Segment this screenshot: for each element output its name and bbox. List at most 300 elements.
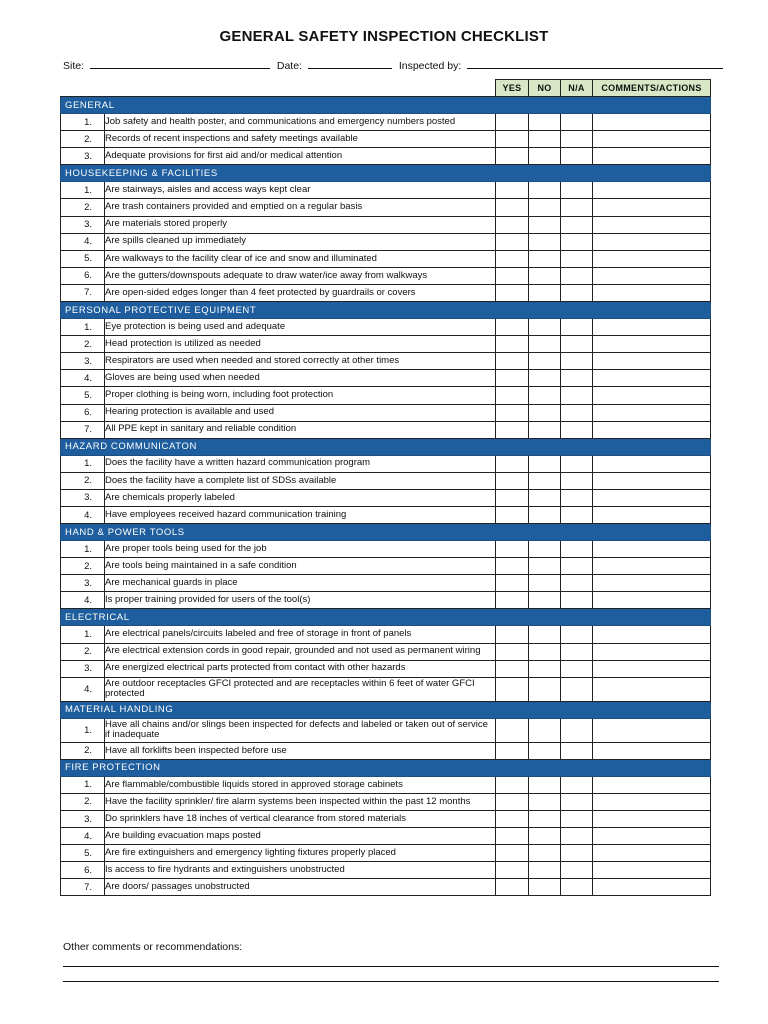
na-cell[interactable] [561, 114, 593, 131]
item-text: Have the facility sprinkler/ fire alarm systems been inspected within the past 12 months [105, 793, 496, 810]
item-text: Is access to fire hydrants and extinguishers unobstructed [105, 862, 496, 879]
comments-cell[interactable] [593, 558, 711, 575]
yes-cell[interactable] [496, 862, 529, 879]
section-header-row [61, 609, 711, 626]
no-cell[interactable] [529, 811, 561, 828]
na-cell[interactable] [561, 845, 593, 862]
checklist-row [61, 626, 711, 643]
item-number: 3. [61, 811, 105, 828]
item-text: Is proper training provided for users of the tool(s) [105, 592, 496, 609]
item-number: 2. [61, 131, 105, 148]
item-number: 7. [61, 284, 105, 301]
item-number: 2. [61, 199, 105, 216]
item-text: Are tools being maintained in a safe condition [105, 558, 496, 575]
comments-cell[interactable] [593, 148, 711, 165]
item-text: Are energized electrical parts protected from contact with other hazards [105, 660, 496, 677]
item-text: Are outdoor receptacles GFCI protected and are receptacles within 6 feet of water GFCI protected [105, 677, 496, 701]
no-cell[interactable] [529, 148, 561, 165]
yes-cell[interactable] [496, 233, 529, 250]
item-text: Are flammable/combustible liquids stored in approved storage cabinets [105, 776, 496, 793]
yes-cell[interactable] [496, 811, 529, 828]
yes-cell[interactable] [496, 114, 529, 131]
yes-cell[interactable] [496, 455, 529, 472]
item-text: Have all chains and/or slings been inspected for defects and labeled or taken out of service if inadequate [105, 718, 496, 742]
no-cell[interactable] [529, 592, 561, 609]
yes-cell[interactable] [496, 558, 529, 575]
yes-cell[interactable] [496, 336, 529, 353]
no-cell[interactable] [529, 862, 561, 879]
comments-cell[interactable] [593, 370, 711, 387]
na-cell[interactable] [561, 660, 593, 677]
na-cell[interactable] [561, 879, 593, 896]
item-number: 4. [61, 592, 105, 609]
no-cell[interactable] [529, 250, 561, 267]
item-number: 6. [61, 862, 105, 879]
no-cell[interactable] [529, 626, 561, 643]
comments-cell[interactable] [593, 643, 711, 660]
item-number: 1. [61, 541, 105, 558]
na-cell[interactable] [561, 148, 593, 165]
no-cell[interactable] [529, 455, 561, 472]
yes-cell[interactable] [496, 592, 529, 609]
section-title: ELECTRICAL [61, 609, 711, 626]
item-number: 1. [61, 776, 105, 793]
item-number: 1. [61, 455, 105, 472]
inspected-by-field[interactable] [467, 58, 723, 69]
no-cell[interactable] [529, 776, 561, 793]
date-label: Date: [276, 60, 302, 72]
comments-cell[interactable] [593, 541, 711, 558]
section-header-row [61, 438, 711, 455]
checklist-row [61, 182, 711, 199]
yes-cell[interactable] [496, 370, 529, 387]
checklist-row [61, 472, 711, 489]
checklist-row [61, 718, 711, 742]
checklist-row [61, 845, 711, 862]
item-text: Job safety and health poster, and communications and emergency numbers posted [105, 114, 496, 131]
yes-cell[interactable] [496, 404, 529, 421]
no-cell[interactable] [529, 742, 561, 759]
comments-cell[interactable] [593, 233, 711, 250]
checklist-row [61, 233, 711, 250]
inspected-by-label: Inspected by: [398, 60, 462, 72]
yes-cell[interactable] [496, 742, 529, 759]
section-title: FIRE PROTECTION [61, 759, 711, 776]
section-header-row [61, 165, 711, 182]
yes-cell[interactable] [496, 182, 529, 199]
comments-cell[interactable] [593, 862, 711, 879]
checklist-row [61, 811, 711, 828]
yes-cell[interactable] [496, 387, 529, 404]
comments-cell[interactable] [593, 114, 711, 131]
header-no: NO [529, 80, 561, 97]
checklist-row [61, 592, 711, 609]
checklist-row [61, 370, 711, 387]
no-cell[interactable] [529, 677, 561, 701]
yes-cell[interactable] [496, 575, 529, 592]
comments-cell[interactable] [593, 182, 711, 199]
yes-cell[interactable] [496, 879, 529, 896]
no-cell[interactable] [529, 131, 561, 148]
comments-cell[interactable] [593, 489, 711, 506]
no-cell[interactable] [529, 216, 561, 233]
no-cell[interactable] [529, 370, 561, 387]
yes-cell[interactable] [496, 319, 529, 336]
comments-cell[interactable] [593, 660, 711, 677]
na-cell[interactable] [561, 626, 593, 643]
yes-cell[interactable] [496, 472, 529, 489]
item-text: Do sprinklers have 18 inches of vertical clearance from stored materials [105, 811, 496, 828]
checklist-row [61, 793, 711, 810]
item-number: 5. [61, 387, 105, 404]
checklist-row [61, 216, 711, 233]
yes-cell[interactable] [496, 284, 529, 301]
comments-cell[interactable] [593, 216, 711, 233]
item-number: 3. [61, 575, 105, 592]
header-na: N/A [561, 80, 593, 97]
na-cell[interactable] [561, 862, 593, 879]
comments-cell[interactable] [593, 776, 711, 793]
header-comments: COMMENTS/ACTIONS [593, 80, 711, 97]
checklist-row [61, 353, 711, 370]
na-cell[interactable] [561, 643, 593, 660]
item-text: Are stairways, aisles and access ways kept clear [105, 182, 496, 199]
item-text: Are doors/ passages unobstructed [105, 879, 496, 896]
na-cell[interactable] [561, 182, 593, 199]
comments-cell[interactable] [593, 421, 711, 438]
checklist-row [61, 742, 711, 759]
na-cell[interactable] [561, 284, 593, 301]
checklist-row [61, 404, 711, 421]
na-cell[interactable] [561, 776, 593, 793]
comments-cell[interactable] [593, 793, 711, 810]
no-cell[interactable] [529, 643, 561, 660]
item-number: 3. [61, 489, 105, 506]
na-cell[interactable] [561, 828, 593, 845]
item-number: 6. [61, 267, 105, 284]
na-cell[interactable] [561, 216, 593, 233]
item-text: Does the facility have a complete list of SDSs available [105, 472, 496, 489]
checklist-row [61, 660, 711, 677]
comments-cell[interactable] [593, 506, 711, 523]
comments-cell[interactable] [593, 472, 711, 489]
no-cell[interactable] [529, 387, 561, 404]
item-number: 2. [61, 742, 105, 759]
na-cell[interactable] [561, 718, 593, 742]
yes-cell[interactable] [496, 250, 529, 267]
item-text: Are electrical extension cords in good repair, grounded and not used as permanent wiring [105, 643, 496, 660]
na-cell[interactable] [561, 267, 593, 284]
item-text: Gloves are being used when needed [105, 370, 496, 387]
na-cell[interactable] [561, 677, 593, 701]
section-title: HAND & POWER TOOLS [61, 524, 711, 541]
item-text: All PPE kept in sanitary and reliable condition [105, 421, 496, 438]
item-text: Have employees received hazard communication training [105, 506, 496, 523]
inspection-checklist-table [60, 79, 711, 896]
item-text: Are trash containers provided and emptied on a regular basis [105, 199, 496, 216]
na-cell[interactable] [561, 387, 593, 404]
na-cell[interactable] [561, 250, 593, 267]
item-number: 4. [61, 370, 105, 387]
header-blank-cell [61, 80, 496, 97]
item-number: 1. [61, 319, 105, 336]
no-cell[interactable] [529, 404, 561, 421]
table-header-row [61, 80, 711, 97]
section-header-row [61, 701, 711, 718]
item-number: 2. [61, 643, 105, 660]
comments-cell[interactable] [593, 677, 711, 701]
na-cell[interactable] [561, 370, 593, 387]
na-cell[interactable] [561, 404, 593, 421]
yes-cell[interactable] [496, 216, 529, 233]
yes-cell[interactable] [496, 421, 529, 438]
item-number: 2. [61, 472, 105, 489]
item-text: Are proper tools being used for the job [105, 541, 496, 558]
yes-cell[interactable] [496, 677, 529, 701]
item-text: Are fire extinguishers and emergency lighting fixtures properly placed [105, 845, 496, 862]
page-title: GENERAL SAFETY INSPECTION CHECKLIST [219, 28, 549, 45]
na-cell[interactable] [561, 506, 593, 523]
item-text: Proper clothing is being worn, including foot protection [105, 387, 496, 404]
item-text: Are walkways to the facility clear of ice and snow and illuminated [105, 250, 496, 267]
comments-cell[interactable] [593, 404, 711, 421]
yes-cell[interactable] [496, 541, 529, 558]
section-title: HOUSEKEEPING & FACILITIES [61, 165, 711, 182]
yes-cell[interactable] [496, 131, 529, 148]
item-text: Does the facility have a written hazard communication program [105, 455, 496, 472]
item-number: 3. [61, 148, 105, 165]
no-cell[interactable] [529, 472, 561, 489]
item-text: Are mechanical guards in place [105, 575, 496, 592]
checklist-row [61, 677, 711, 701]
no-cell[interactable] [529, 284, 561, 301]
no-cell[interactable] [529, 828, 561, 845]
item-number: 7. [61, 421, 105, 438]
date-field[interactable] [308, 58, 392, 69]
comments-cell[interactable] [593, 131, 711, 148]
comments-cell[interactable] [593, 284, 711, 301]
yes-cell[interactable] [496, 793, 529, 810]
section-title: GENERAL [61, 97, 711, 114]
item-text: Are open-sided edges longer than 4 feet protected by guardrails or covers [105, 284, 496, 301]
na-cell[interactable] [561, 455, 593, 472]
item-text: Respirators are used when needed and stored correctly at other times [105, 353, 496, 370]
yes-cell[interactable] [496, 828, 529, 845]
comments-cell[interactable] [593, 199, 711, 216]
item-number: 3. [61, 660, 105, 677]
no-cell[interactable] [529, 233, 561, 250]
na-cell[interactable] [561, 199, 593, 216]
na-cell[interactable] [561, 319, 593, 336]
checklist-row [61, 114, 711, 131]
na-cell[interactable] [561, 472, 593, 489]
comments-line-2[interactable] [63, 981, 719, 982]
no-cell[interactable] [529, 660, 561, 677]
item-number: 1. [61, 718, 105, 742]
item-number: 3. [61, 216, 105, 233]
item-number: 7. [61, 879, 105, 896]
section-header-row [61, 759, 711, 776]
comments-cell[interactable] [593, 319, 711, 336]
no-cell[interactable] [529, 575, 561, 592]
yes-cell[interactable] [496, 776, 529, 793]
item-number: 5. [61, 250, 105, 267]
item-text: Hearing protection is available and used [105, 404, 496, 421]
section-header-row [61, 524, 711, 541]
na-cell[interactable] [561, 793, 593, 810]
comments-cell[interactable] [593, 267, 711, 284]
site-field[interactable] [90, 58, 270, 69]
no-cell[interactable] [529, 506, 561, 523]
no-cell[interactable] [529, 336, 561, 353]
item-number: 6. [61, 404, 105, 421]
checklist-row [61, 319, 711, 336]
na-cell[interactable] [561, 336, 593, 353]
na-cell[interactable] [561, 592, 593, 609]
no-cell[interactable] [529, 879, 561, 896]
item-number: 4. [61, 506, 105, 523]
yes-cell[interactable] [496, 148, 529, 165]
checklist-row [61, 575, 711, 592]
comments-cell[interactable] [593, 250, 711, 267]
inspection-info-line [63, 58, 723, 72]
checklist-row [61, 336, 711, 353]
other-comments-label: Other comments or recommendations: [63, 941, 243, 953]
item-text: Are materials stored properly [105, 216, 496, 233]
na-cell[interactable] [561, 489, 593, 506]
item-text: Head protection is utilized as needed [105, 336, 496, 353]
item-text: Are spills cleaned up immediately [105, 233, 496, 250]
yes-cell[interactable] [496, 643, 529, 660]
no-cell[interactable] [529, 199, 561, 216]
item-text: Are electrical panels/circuits labeled and free of storage in front of panels [105, 626, 496, 643]
na-cell[interactable] [561, 353, 593, 370]
yes-cell[interactable] [496, 267, 529, 284]
comments-cell[interactable] [593, 845, 711, 862]
no-cell[interactable] [529, 421, 561, 438]
comments-cell[interactable] [593, 592, 711, 609]
header-yes: YES [496, 80, 529, 97]
site-label: Site: [63, 60, 85, 72]
yes-cell[interactable] [496, 845, 529, 862]
comments-cell[interactable] [593, 742, 711, 759]
yes-cell[interactable] [496, 489, 529, 506]
section-title: MATERIAL HANDLING [61, 701, 711, 718]
checklist-row [61, 862, 711, 879]
yes-cell[interactable] [496, 718, 529, 742]
section-header-row [61, 302, 711, 319]
yes-cell[interactable] [496, 660, 529, 677]
comments-cell[interactable] [593, 353, 711, 370]
item-text: Eye protection is being used and adequate [105, 319, 496, 336]
na-cell[interactable] [561, 421, 593, 438]
checklist-row [61, 489, 711, 506]
no-cell[interactable] [529, 353, 561, 370]
checklist-row [61, 387, 711, 404]
item-number: 1. [61, 626, 105, 643]
comments-cell[interactable] [593, 879, 711, 896]
section-title: PERSONAL PROTECTIVE EQUIPMENT [61, 302, 711, 319]
item-number: 3. [61, 353, 105, 370]
no-cell[interactable] [529, 489, 561, 506]
item-text: Are the gutters/downspouts adequate to draw water/ice away from walkways [105, 267, 496, 284]
no-cell[interactable] [529, 718, 561, 742]
checklist-row [61, 506, 711, 523]
checklist-row [61, 558, 711, 575]
no-cell[interactable] [529, 845, 561, 862]
comments-cell[interactable] [593, 336, 711, 353]
item-number: 2. [61, 336, 105, 353]
comments-cell[interactable] [593, 811, 711, 828]
item-number: 4. [61, 828, 105, 845]
no-cell[interactable] [529, 114, 561, 131]
comments-cell[interactable] [593, 828, 711, 845]
checklist-row [61, 199, 711, 216]
na-cell[interactable] [561, 558, 593, 575]
na-cell[interactable] [561, 541, 593, 558]
na-cell[interactable] [561, 233, 593, 250]
no-cell[interactable] [529, 182, 561, 199]
item-number: 1. [61, 182, 105, 199]
comments-cell[interactable] [593, 455, 711, 472]
item-text: Have all forklifts been inspected before use [105, 742, 496, 759]
comments-cell[interactable] [593, 575, 711, 592]
item-text: Are chemicals properly labeled [105, 489, 496, 506]
checklist-row [61, 541, 711, 558]
checklist-row [61, 250, 711, 267]
checklist-row [61, 879, 711, 896]
comments-cell[interactable] [593, 718, 711, 742]
na-cell[interactable] [561, 131, 593, 148]
checklist-row [61, 421, 711, 438]
checklist-row [61, 284, 711, 301]
yes-cell[interactable] [496, 353, 529, 370]
na-cell[interactable] [561, 742, 593, 759]
checklist-row [61, 455, 711, 472]
item-text: Adequate provisions for first aid and/or medical attention [105, 148, 496, 165]
comments-cell[interactable] [593, 626, 711, 643]
checklist-row [61, 148, 711, 165]
no-cell[interactable] [529, 558, 561, 575]
yes-cell[interactable] [496, 199, 529, 216]
section-title: HAZARD COMMUNICATON [61, 438, 711, 455]
item-number: 2. [61, 793, 105, 810]
section-header-row [61, 97, 711, 114]
checklist-row [61, 828, 711, 845]
no-cell[interactable] [529, 541, 561, 558]
item-text: Records of recent inspections and safety meetings available [105, 131, 496, 148]
checklist-row [61, 643, 711, 660]
checklist-row [61, 267, 711, 284]
item-number: 4. [61, 677, 105, 701]
no-cell[interactable] [529, 793, 561, 810]
yes-cell[interactable] [496, 506, 529, 523]
no-cell[interactable] [529, 319, 561, 336]
item-number: 2. [61, 558, 105, 575]
comments-line-1[interactable] [63, 966, 719, 967]
na-cell[interactable] [561, 575, 593, 592]
item-number: 1. [61, 114, 105, 131]
item-text: Are building evacuation maps posted [105, 828, 496, 845]
item-number: 5. [61, 845, 105, 862]
item-number: 4. [61, 233, 105, 250]
checklist-row [61, 776, 711, 793]
comments-cell[interactable] [593, 387, 711, 404]
no-cell[interactable] [529, 267, 561, 284]
checklist-row [61, 131, 711, 148]
yes-cell[interactable] [496, 626, 529, 643]
na-cell[interactable] [561, 811, 593, 828]
